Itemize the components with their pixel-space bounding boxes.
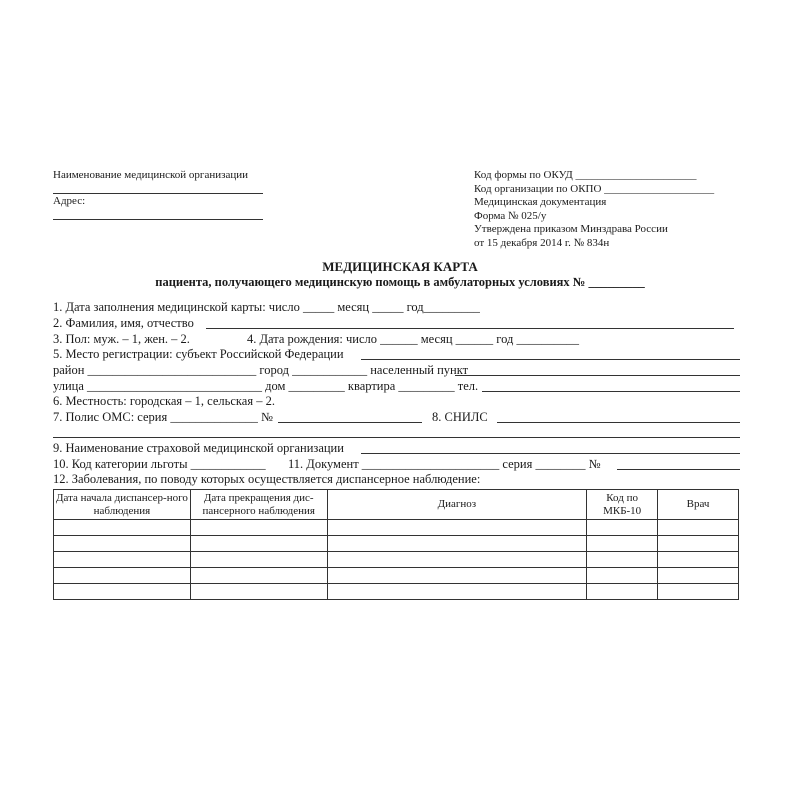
table-cell[interactable]: [587, 520, 658, 536]
table-header-row: [54, 490, 739, 520]
table-cell[interactable]: [658, 520, 739, 536]
field-snils-label: 8. СНИЛС: [432, 410, 488, 424]
header-diagnosis: Диагноз: [327, 490, 587, 520]
table-cell[interactable]: [54, 520, 191, 536]
header-doctor: Врач: [658, 490, 739, 520]
table-cell[interactable]: [658, 552, 739, 568]
table-cell[interactable]: [54, 568, 191, 584]
table-cell[interactable]: [54, 536, 191, 552]
table-cell[interactable]: [587, 536, 658, 552]
org-name-label: Наименование медицинской организации: [53, 169, 248, 181]
document-number-field[interactable]: [617, 469, 740, 470]
table-cell[interactable]: [658, 536, 739, 552]
table-cell[interactable]: [658, 568, 739, 584]
table-cell[interactable]: [327, 520, 587, 536]
blank-line[interactable]: [53, 437, 740, 438]
field-diseases-label: 12. Заболевания, по поводу которых осуществляется диспансерное наблюдение:: [53, 472, 481, 486]
field-birth-date: 4. Дата рождения: число ______ месяц ______ год __________: [247, 332, 579, 346]
field-insurer-label: 9. Наименование страховой медицинской организации: [53, 441, 344, 455]
table-cell[interactable]: [54, 552, 191, 568]
field-street: улица ____________________________ дом _________ квартира _________ тел.: [53, 379, 479, 393]
table-row: [54, 536, 739, 552]
header-start-date: Дата начала диспансер-ного наблюдения: [54, 490, 191, 520]
settlement-field[interactable]: [455, 375, 740, 376]
oms-number-field[interactable]: [278, 422, 422, 423]
field-oms-policy: 7. Полис ОМС: серия ______________ №: [53, 410, 273, 424]
phone-field[interactable]: [482, 391, 740, 392]
header-icd-code: Код по МКБ-10: [587, 490, 658, 520]
approval-text: Утверждена приказом Минздрава России: [474, 223, 668, 235]
table-cell[interactable]: [587, 568, 658, 584]
table-cell[interactable]: [190, 520, 327, 536]
table-cell[interactable]: [54, 584, 191, 600]
field-locality: 6. Местность: городская – 1, сельская – 2.: [53, 394, 275, 408]
field-district: район ___________________________ город ____________ населенный пункт: [53, 363, 469, 377]
page-subtitle: пациента, получающего медицинскую помощь в амбулаторных условиях № _________: [155, 275, 645, 289]
table-cell[interactable]: [587, 552, 658, 568]
table-row: [54, 568, 739, 584]
table-cell[interactable]: [327, 552, 587, 568]
order-text: от 15 декабря 2014 г. № 834н: [474, 237, 610, 249]
table-row: [54, 552, 739, 568]
table-row: [54, 520, 739, 536]
table-cell[interactable]: [658, 584, 739, 600]
field-registration-label: 5. Место регистрации: субъект Российской Федерации: [53, 347, 344, 361]
dispensary-table: [53, 489, 739, 600]
okpo-code: Код организации по ОКПО ____________________: [474, 183, 715, 195]
address-label: Адрес:: [53, 195, 86, 207]
table-row: [54, 584, 739, 600]
table-cell[interactable]: [327, 536, 587, 552]
table-cell[interactable]: [190, 568, 327, 584]
snils-field[interactable]: [497, 422, 740, 423]
field-fullname-label: 2. Фамилия, имя, отчество: [53, 316, 194, 330]
field-sex: 3. Пол: муж. – 1, жен. – 2.: [53, 332, 190, 346]
header-end-date: Дата прекращения дис-пансерного наблюдения: [190, 490, 327, 520]
table-cell[interactable]: [190, 552, 327, 568]
table-cell[interactable]: [190, 536, 327, 552]
page-title: МЕДИЦИНСКАЯ КАРТА: [322, 259, 478, 274]
doc-type: Медицинская документация: [474, 196, 607, 208]
table-cell[interactable]: [190, 584, 327, 600]
registration-region-field[interactable]: [361, 359, 740, 360]
field-benefit-code: 10. Код категории льготы ____________: [53, 457, 266, 471]
fullname-field[interactable]: [206, 328, 734, 329]
okud-code: Код формы по ОКУД ______________________: [474, 169, 697, 181]
table-cell[interactable]: [327, 584, 587, 600]
form-number: Форма № 025/у: [474, 210, 547, 222]
field-fill-date: 1. Дата заполнения медицинской карты: число _____ месяц _____ год_________: [53, 300, 480, 314]
table-cell[interactable]: [327, 568, 587, 584]
table-cell[interactable]: [587, 584, 658, 600]
insurer-field[interactable]: [361, 453, 740, 454]
address-field[interactable]: [53, 219, 263, 220]
field-document: 11. Документ ______________________ серия ________ №: [288, 457, 601, 471]
